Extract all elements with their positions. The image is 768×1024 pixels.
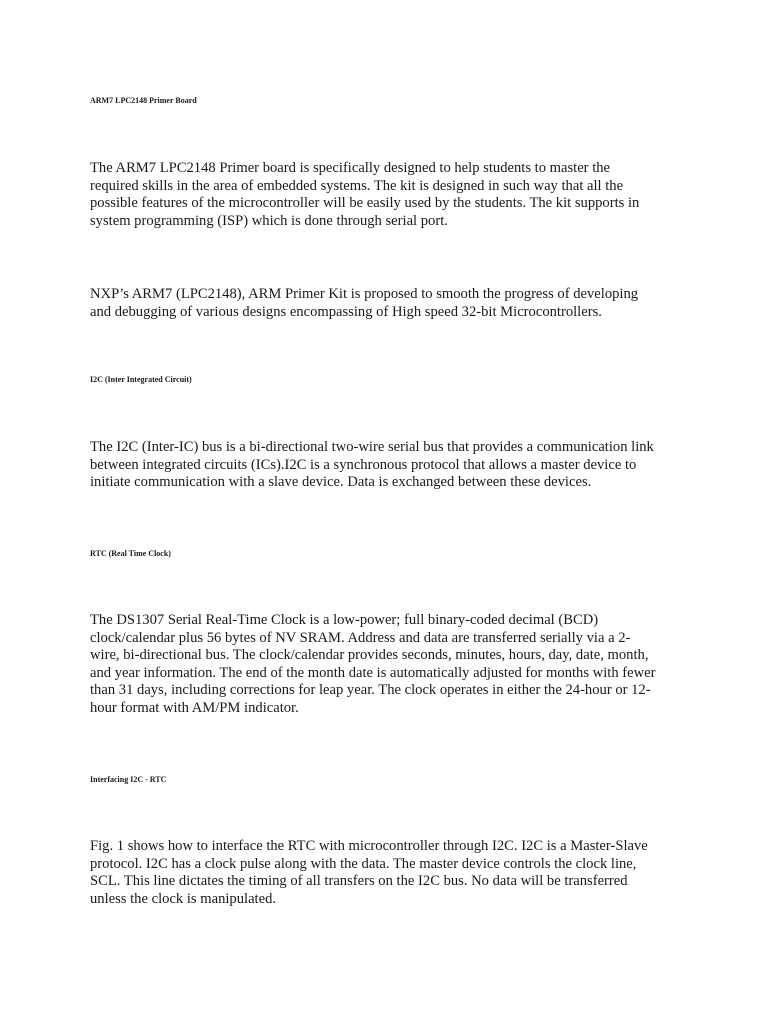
text-line: Fig. 1 shows how to interface the RTC with microcontroller through I2C. I2C is a Master-Slave: [90, 838, 648, 854]
section-heading-arm7: ARM7 LPC2148 Primer Board: [90, 96, 197, 105]
text-line: than 31 days, including corrections for leap year. The clock operates in either the 24-hour or 12-: [90, 682, 651, 699]
text-line: initiate communication with a slave device. Data is exchanged between these devices.: [90, 474, 592, 491]
paragraph-nxp-kit: [90, 286, 638, 321]
text-line: The ARM7 LPC2148 Primer board is specifically designed to help students to master the: [90, 160, 611, 176]
section-heading-interfacing: Interfacing I2C - RTC: [90, 775, 167, 784]
paragraph-rtc: [90, 612, 656, 718]
text-line: and year information. The end of the month date is automatically adjusted for months with fewer: [90, 664, 656, 681]
text-line: required skills in the area of embedded systems. The kit is designed in such way that all the: [90, 177, 624, 194]
section-heading-rtc: RTC (Real Time Clock): [90, 549, 171, 558]
text-line: clock/calendar plus 56 bytes of NV SRAM. Address and data are transferred serially via a 2-: [90, 629, 631, 646]
text-line: The I2C (Inter-IC) bus is a bi-directional two-wire serial bus that provides a communication link: [90, 439, 654, 455]
section-heading-i2c: I2C (Inter Integrated Circuit): [90, 375, 192, 384]
text-line: SCL. This line dictates the timing of all transfers on the I2C bus. No data will be transferred: [90, 873, 628, 890]
paragraph-arm7-intro: [90, 160, 639, 230]
paragraph-interfacing: [90, 838, 648, 908]
text-line: system programming (ISP) which is done through serial port.: [90, 212, 448, 229]
text-line: possible features of the microcontroller will be easily used by the students. The kit supports in: [90, 195, 640, 212]
text-line: The DS1307 Serial Real-Time Clock is a low-power; full binary-coded decimal (BCD): [90, 612, 599, 628]
text-line: wire, bi-directional bus. The clock/calendar provides seconds, minutes, hours, day, date, month,: [90, 647, 649, 664]
paragraph-i2c: [90, 439, 654, 492]
text-line: and debugging of various designs encompassing of High speed 32-bit Microcontrollers.: [90, 303, 602, 320]
text-line: between integrated circuits (ICs).I2C is a synchronous protocol that allows a master device to: [90, 456, 637, 473]
text-line: NXP’s ARM7 (LPC2148), ARM Primer Kit is proposed to smooth the progress of developing: [90, 286, 639, 302]
text-line: protocol. I2C has a clock pulse along with the data. The master device controls the clock line,: [90, 855, 637, 872]
text-line: unless the clock is manipulated.: [90, 890, 277, 907]
text-line: hour format with AM/PM indicator.: [90, 699, 299, 716]
